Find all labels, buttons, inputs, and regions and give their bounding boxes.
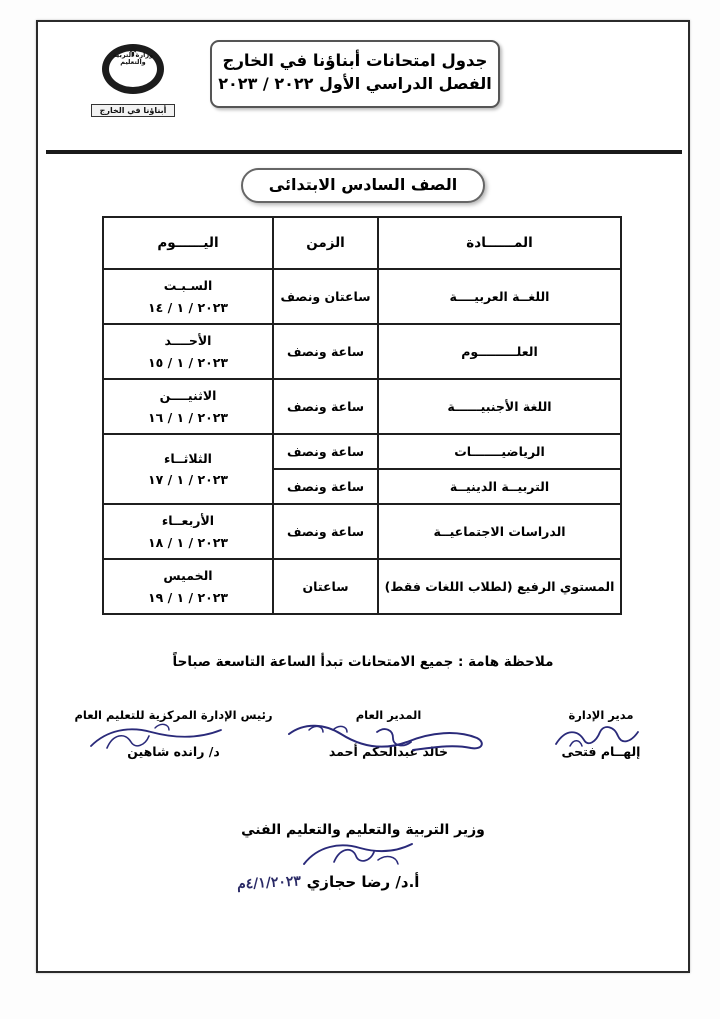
day-date: ٢٠٢٣ / ١ / ١٥ <box>148 354 228 370</box>
cell-time: ساعة ونصف <box>273 434 378 469</box>
day-date: ٢٠٢٣ / ١ / ١٧ <box>148 472 228 487</box>
table-row <box>103 504 621 559</box>
ministry-emblem-icon <box>98 36 168 98</box>
document-page <box>36 20 690 973</box>
minister-title: وزير التربية والتعليم والتعليم الفني <box>241 822 485 838</box>
minister-name: أ.د/ رضا حجازي <box>306 873 420 891</box>
cell-time: ساعتان <box>273 559 378 614</box>
signature-name: د/ رانده شاهين <box>127 744 220 759</box>
cell-day <box>103 324 273 379</box>
day-name: الأحــــد <box>164 333 212 349</box>
day-date: ٢٠٢٣ / ١ / ١٨ <box>148 534 228 550</box>
cell-day <box>103 504 273 559</box>
minister-name-row <box>236 873 420 893</box>
signature-row <box>50 708 676 796</box>
document-header <box>38 22 688 152</box>
cell-time: ساعة ونصف <box>273 469 378 504</box>
important-note-container <box>38 650 688 674</box>
cell-day <box>103 269 273 324</box>
document-title-box <box>210 40 500 108</box>
signature-name: خالد عبدالحكم أحمد <box>328 744 449 759</box>
cell-subject: اللغــة العربيــــة <box>378 269 621 324</box>
minister-signature-icon <box>38 838 688 872</box>
cell-subject: الرياضيـــــــات <box>378 434 621 469</box>
grade-badge-container <box>38 168 688 203</box>
cell-day <box>103 379 273 434</box>
table-row <box>103 379 621 434</box>
day-name: الثلاثــاء <box>164 450 212 466</box>
signature-block-director <box>526 708 676 759</box>
logo-caption: أبناؤنا في الخارج <box>91 104 176 117</box>
signature-title: مدير الإدارة <box>568 708 634 722</box>
header-divider <box>46 150 682 154</box>
table-row <box>103 324 621 379</box>
day-name: السـبـت <box>163 278 213 294</box>
schedule-table-container <box>104 216 622 615</box>
exam-schedule-table <box>102 216 622 615</box>
cell-time: ساعة ونصف <box>273 379 378 434</box>
column-header-day: اليــــــوم <box>103 217 273 269</box>
grade-badge: الصف السادس الابتدائى <box>241 168 485 203</box>
table-row <box>103 559 621 614</box>
day-date: ٢٠٢٣ / ١ / ١٩ <box>148 589 228 605</box>
cell-subject: المستوي الرفيع (لطلاب اللغات فقط) <box>378 559 621 614</box>
signature-block-general-manager <box>281 708 496 759</box>
page-title: جدول امتحانات أبناؤنا في الخارج <box>222 51 488 70</box>
table-row <box>103 434 621 469</box>
cell-subject: اللغة الأجنبيــــــة <box>378 379 621 434</box>
page-subtitle: الفصل الدراسي الأول ٢٠٢٢ / ٢٠٢٣ <box>218 74 492 94</box>
cell-subject: العلـــــــــوم <box>378 324 621 379</box>
cell-day <box>103 559 273 614</box>
day-name: الاثنيــــن <box>159 388 217 404</box>
signature-title: المدير العام <box>355 708 422 722</box>
schedule-table-body <box>103 269 621 614</box>
column-header-time: الزمن <box>273 217 378 269</box>
minister-handwritten-date: ٤/١/٢٠٢٣م <box>236 873 301 893</box>
cell-subject: الدراسات الاجتماعيــة <box>378 504 621 559</box>
signature-name: إلهــام فتحى <box>561 744 641 759</box>
signature-block-central-admin-head <box>51 708 296 759</box>
cell-time: ساعة ونصف <box>273 504 378 559</box>
day-date: ٢٠٢٣ / ١ / ١٦ <box>148 409 228 425</box>
cell-time: ساعتان ونصف <box>273 269 378 324</box>
day-date: ٢٠٢٣ / ١ / ١٤ <box>148 299 228 315</box>
cell-day <box>103 434 273 504</box>
day-name: الأربعــاء <box>161 513 215 529</box>
column-header-subject: المــــــادة <box>378 217 621 269</box>
cell-subject: التربيــة الدينيــة <box>378 469 621 504</box>
important-note: ملاحظة هامة : جميع الامتحانات تبدأ الساعة التاسعة صباحاً <box>172 654 554 670</box>
cell-time: ساعة ونصف <box>273 324 378 379</box>
table-header-row <box>103 217 621 269</box>
minister-block <box>38 822 688 891</box>
ministry-logo <box>78 36 188 117</box>
emblem-text: وزارة التربية والتعليم <box>112 51 154 67</box>
signature-title: رئيس الإدارة المركزية للتعليم العام <box>74 708 273 722</box>
table-row <box>103 269 621 324</box>
day-name: الخميس <box>163 568 213 584</box>
